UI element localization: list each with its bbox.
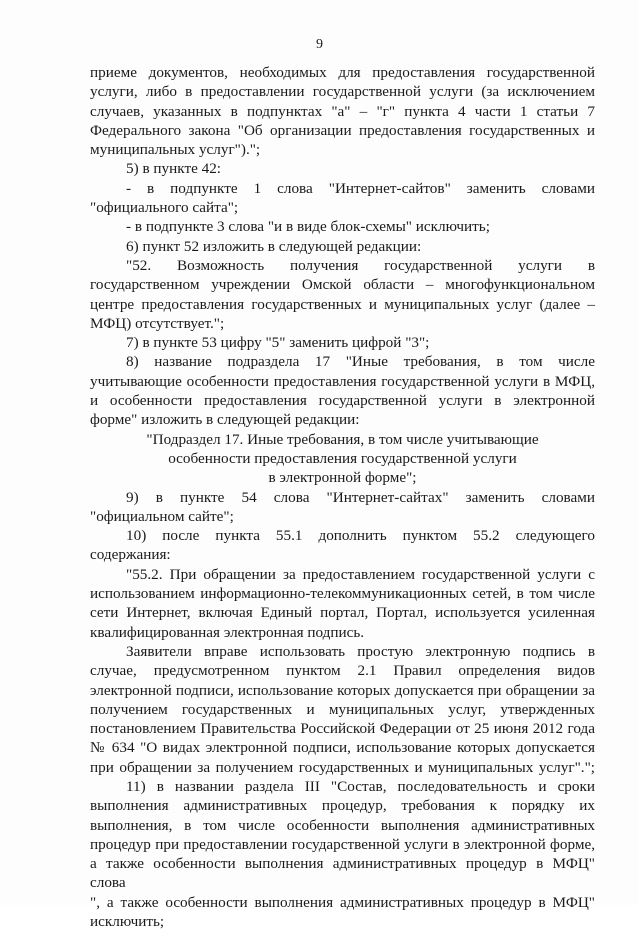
text-line: при обращении за получением государственных и муниципальных услуг"."; [90,758,595,776]
text-line: сети Интернет, включая Единый портал, Портал, используется усиленная [90,604,595,622]
text-line: "официальном сайте"; [90,507,234,525]
text-line: услуги, либо в предоставлении государственной услуги (за исключением [90,83,595,101]
text-line: 9) в пункте 54 слова "Интернет-сайтах" заменить словами [126,488,595,506]
text-line: особенности предоставления государственной услуги [168,449,517,467]
text-line: квалифицированная электронная подпись. [90,623,365,641]
text-line: государственном учреждении Омской области – многофункциональном [90,276,595,294]
text-line: муниципальных услуг")."; [90,141,261,159]
text-line: 6) пункт 52 изложить в следующей редакции: [126,237,422,255]
document-body [90,63,595,931]
text-line: случае, предусмотренном пунктом 2.1 Правил определения видов [90,662,595,680]
page-number: 9 [316,37,323,52]
text-line: использованием информационно-телекоммуникационных сетей, в том числе [90,585,595,603]
text-line: и особенности предоставления государственной услуги в электронной [90,392,595,410]
text-line: выполнения, в том числе особенности выполнения административных [90,816,595,834]
text-line: МФЦ) отсутствует."; [90,314,225,332]
text-line: - в подпункте 3 слова "и в виде блок-схемы" исключить; [126,218,490,236]
text-line: "52. Возможность получения государственной услуги в [126,256,595,274]
text-line: постановлением Правительства Российской Федерации от 25 июня 2012 года [90,720,595,738]
text-line: получением государственных и муниципальных услуг, утвержденных [90,700,595,718]
text-line: форме" изложить в следующей редакции: [90,411,360,429]
text-line: "Подраздел 17. Иные требования, в том числе учитывающие [146,430,539,448]
text-line: 10) после пункта 55.1 дополнить пунктом 55.2 следующего [126,527,595,545]
text-line: содержания: [90,546,171,564]
text-line: ", а также особенности выполнения административных процедур в МФЦ" [90,893,595,911]
text-line: "официального сайта"; [90,199,239,217]
text-line: 11) в названии раздела III "Состав, последовательность и сроки [126,777,595,795]
text-line: "55.2. При обращении за предоставлением государственной услуги с [126,565,595,583]
text-line: центре предоставления государственных и муниципальных услуг (далее – [90,295,595,313]
text-line: Федерального закона "Об организации предоставления государственных и [90,121,595,139]
text-line: 8) название подраздела 17 "Иные требования, в том числе [126,353,595,371]
text-line: - в подпункте 1 слова "Интернет-сайтов" заменить словами [126,179,595,197]
text-line: учитывающие особенности предоставления государственной услуги в МФЦ, [90,372,595,390]
text-line: процедур при предоставлении государственной услуги в электронной форме, [90,835,595,853]
text-line: исключить; [90,913,165,931]
text-line: в электронной форме"; [268,469,417,487]
text-line: № 634 "О видах электронной подписи, использование которых допускается [90,739,595,757]
text-line: электронной подписи, использование которых допускается при обращении за [90,681,595,699]
text-line: случаев, указанных в подпунктах "а" – "г" пункта 4 части 1 статьи 7 [90,102,595,120]
text-line: а также особенности выполнения административных процедур в МФЦ" слова [90,855,595,892]
text-line: приеме документов, необходимых для предоставления государственной [90,64,595,81]
text-line: Заявители вправе использовать простую электронную подпись в [126,642,595,660]
text-line: выполнения административных процедур, требования к порядку их [90,797,595,815]
text-line: 7) в пункте 53 цифру "5" заменить цифрой "3"; [126,334,430,352]
text-line: 5) в пункте 42: [126,160,222,178]
